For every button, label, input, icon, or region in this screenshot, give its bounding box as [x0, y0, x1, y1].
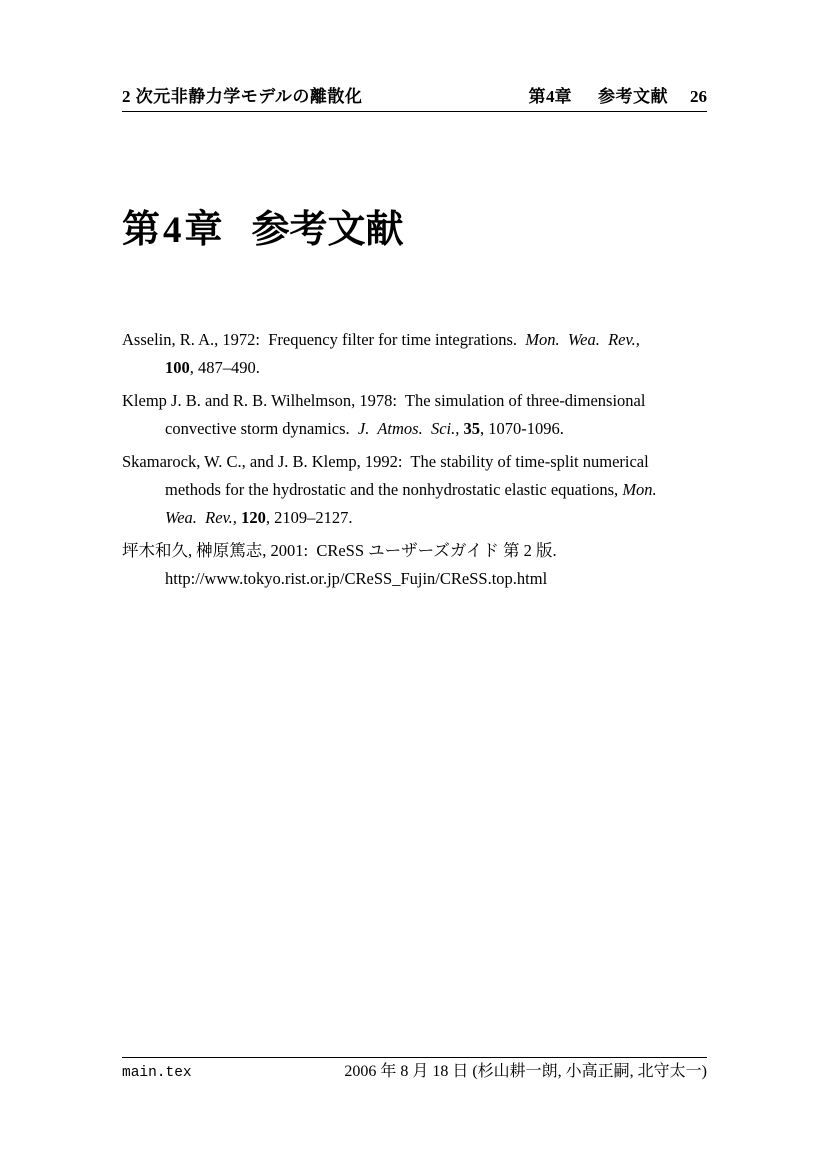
footer-filename: main.tex	[122, 1065, 192, 1081]
reference-line	[122, 415, 712, 443]
references-list	[122, 326, 712, 598]
running-head-chapter-title: 参考文献	[598, 87, 668, 106]
header-rule	[122, 111, 707, 112]
reference-segment: http://www.tokyo.rist.or.jp/CReSS_Fujin/CReSS.top.html	[165, 569, 548, 588]
reference-line	[122, 448, 712, 476]
reference-segment: Asselin, R. A., 1972: Frequency filter for time integrations.	[122, 330, 526, 349]
chapter-label-number: 4	[546, 87, 555, 106]
chapter-heading	[122, 208, 404, 253]
chapter-label-pre: 第	[528, 87, 546, 106]
running-head	[122, 85, 707, 109]
reference-line	[122, 387, 712, 415]
chapter-heading-number: 4	[163, 210, 182, 251]
reference-item	[122, 326, 712, 382]
running-head-left-text: 次元非静力学モデルの離散化	[130, 87, 363, 106]
reference-segment: 120	[241, 508, 266, 527]
chapter-heading-post: 章	[184, 209, 223, 251]
reference-segment: , 1070-1096.	[479, 419, 564, 438]
footer-rule	[122, 1057, 707, 1058]
reference-segment: Mon. Wea. Rev.,	[525, 330, 640, 349]
reference-segment: 35	[463, 419, 480, 438]
reference-item	[122, 537, 712, 593]
reference-line	[122, 537, 712, 565]
reference-segment: 坪木和久, 榊原篤志, 2001: CReSS ユーザーズガイド 第 2 版.	[122, 541, 557, 560]
running-head-left-number: 2	[122, 87, 131, 106]
reference-item	[122, 448, 712, 532]
reference-segment: 100	[165, 358, 190, 377]
reference-segment: Klemp J. B. and R. B. Wilhelmson, 1978: The simulation of three-dimensional	[122, 391, 646, 410]
reference-segment: methods for the hydrostatic and the nonhydrostatic elastic equations,	[165, 480, 623, 499]
reference-line	[122, 354, 712, 382]
page-number: 26	[690, 87, 707, 106]
chapter-label-post: 章	[554, 87, 572, 106]
reference-segment: , 2109–2127.	[265, 508, 353, 527]
running-head-left	[122, 85, 362, 109]
reference-segment: Skamarock, W. C., and J. B. Klemp, 1992: The stability of time-split numerical	[122, 452, 649, 471]
chapter-heading-pre: 第	[122, 209, 161, 251]
footer-date-authors: 2006 年 8 月 18 日 (杉山耕一朗, 小高正嗣, 北守太一)	[344, 1063, 707, 1080]
reference-line	[122, 504, 712, 532]
page-footer	[122, 1061, 707, 1084]
reference-segment: , 487–490.	[189, 358, 260, 377]
reference-segment: Mon.	[622, 480, 657, 499]
reference-segment: Wea. Rev.,	[165, 508, 237, 527]
reference-line	[122, 326, 712, 354]
reference-item	[122, 387, 712, 443]
running-head-right	[529, 85, 708, 109]
reference-line	[122, 565, 712, 593]
running-head-chapter-label	[529, 85, 573, 109]
reference-segment: convective storm dynamics.	[165, 419, 358, 438]
chapter-heading-title: 参考文献	[251, 209, 404, 251]
reference-segment: J. Atmos. Sci.,	[357, 419, 460, 438]
reference-line	[122, 476, 712, 504]
